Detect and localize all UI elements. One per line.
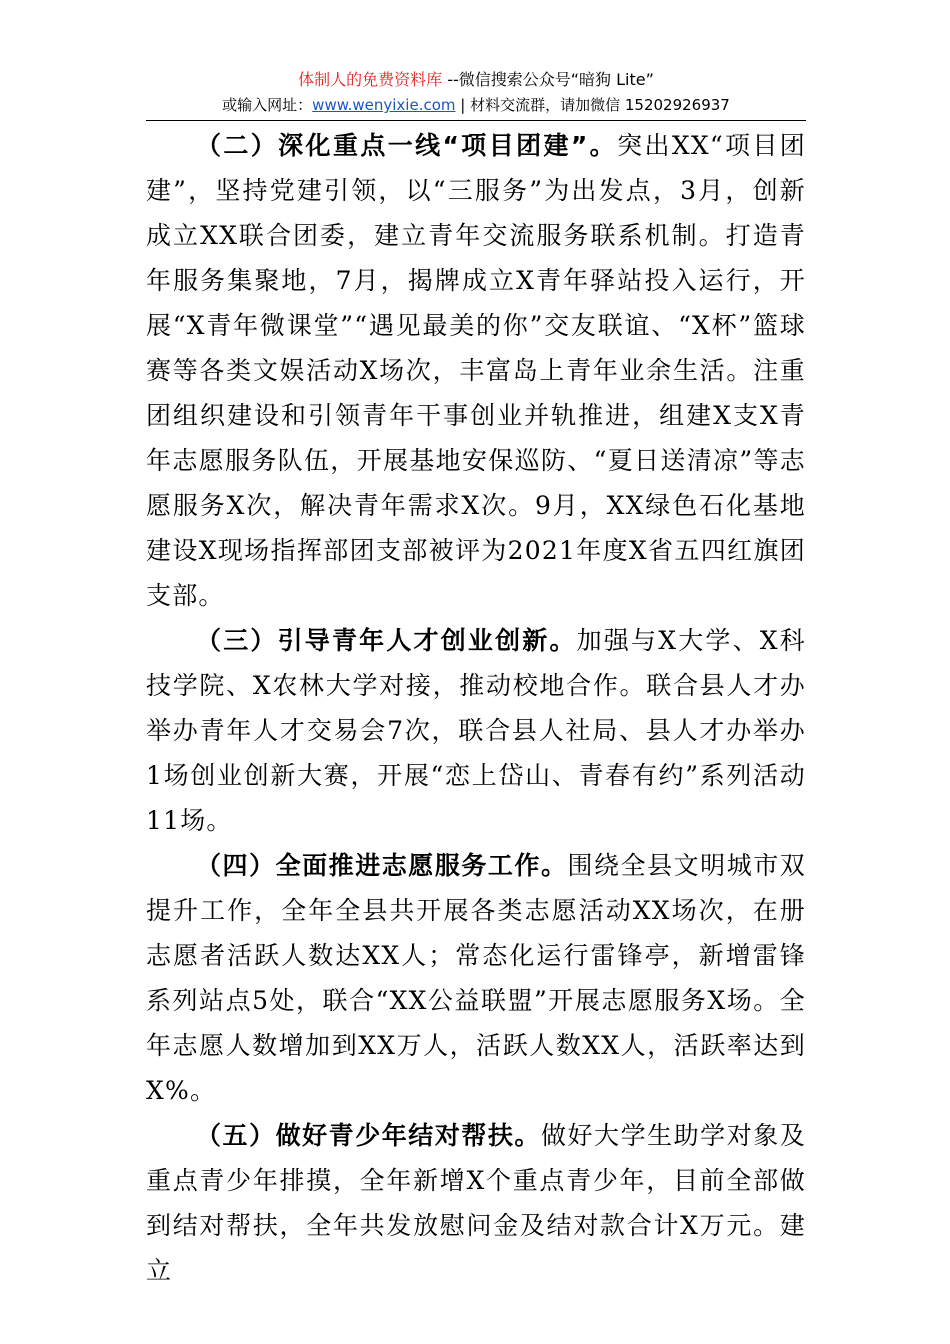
section-heading: （三）引导青年人才创业创新。 [196, 626, 577, 655]
section-paragraph [146, 843, 806, 1113]
section-paragraph [146, 123, 806, 618]
section-heading: （五）做好青少年结对帮扶。 [196, 1121, 541, 1150]
section-heading: （二）深化重点一线“项目团建”。 [196, 131, 618, 160]
section-paragraph [146, 1113, 806, 1293]
website-link[interactable]: www.wenyixie.com [312, 96, 456, 114]
section-paragraph [146, 618, 806, 843]
section-heading: （四）全面推进志愿服务工作。 [196, 851, 568, 880]
brand-name: 体制人的免费资料库 [298, 70, 443, 89]
contact-info: | 材料交流群，请加微信 15202926937 [455, 96, 730, 114]
header-promo-line [146, 69, 806, 91]
section-text: 突出XX“项目团建”，坚持党建引领，以“三服务”为出发点，3月，创新成立XX联合团委，建立青年交流服务联系机制。打造青年服务集聚地，7月，揭牌成立X青年驿站投入运行，开展“X青年微课堂”“遇见最美的你”交友联谊、“X杯”篮球赛等各类文娱活动X场次，丰富岛上青年业余生活。注重团组织建设和引领青年干事创业并轨推进，组建X支X青年志愿服务队伍，开展基地安保巡防、“夏日送清凉”等志愿服务X次，解决青年需求X次。9月，XX绿色石化基地建设X现场指挥部团支部被评为2021年度X省五四红旗团支部。 [146, 131, 806, 610]
document-body [146, 123, 806, 1293]
header-divider [146, 120, 806, 121]
header-contact-line [146, 95, 806, 115]
section-text: 围绕全县文明城市双提升工作，全年全县共开展各类志愿活动XX场次，在册志愿者活跃人数达XX人；常态化运行雷锋亭，新增雷锋系列站点5处，联合“XX公益联盟”开展志愿服务X场。全年志愿人数增加到XX万人，活跃人数XX人，活跃率达到X%。 [146, 851, 806, 1105]
url-prefix: 或输入网址： [222, 96, 313, 114]
section-text: 加强与X大学、X科技学院、X农林大学对接，推动校地合作。联合县人才办举办青年人才交易会7次，联合县人社局、县人才办举办1场创业创新大赛，开展“恋上岱山、青春有约”系列活动11场。 [146, 626, 806, 835]
section-text: 做好大学生助学对象及重点青少年排摸，全年新增X个重点青少年，目前全部做到结对帮扶，全年共发放慰问金及结对款合计X万元。建立 [146, 1121, 806, 1285]
wechat-search-text: --微信搜索公众号“暗狗 Lite” [442, 70, 654, 89]
